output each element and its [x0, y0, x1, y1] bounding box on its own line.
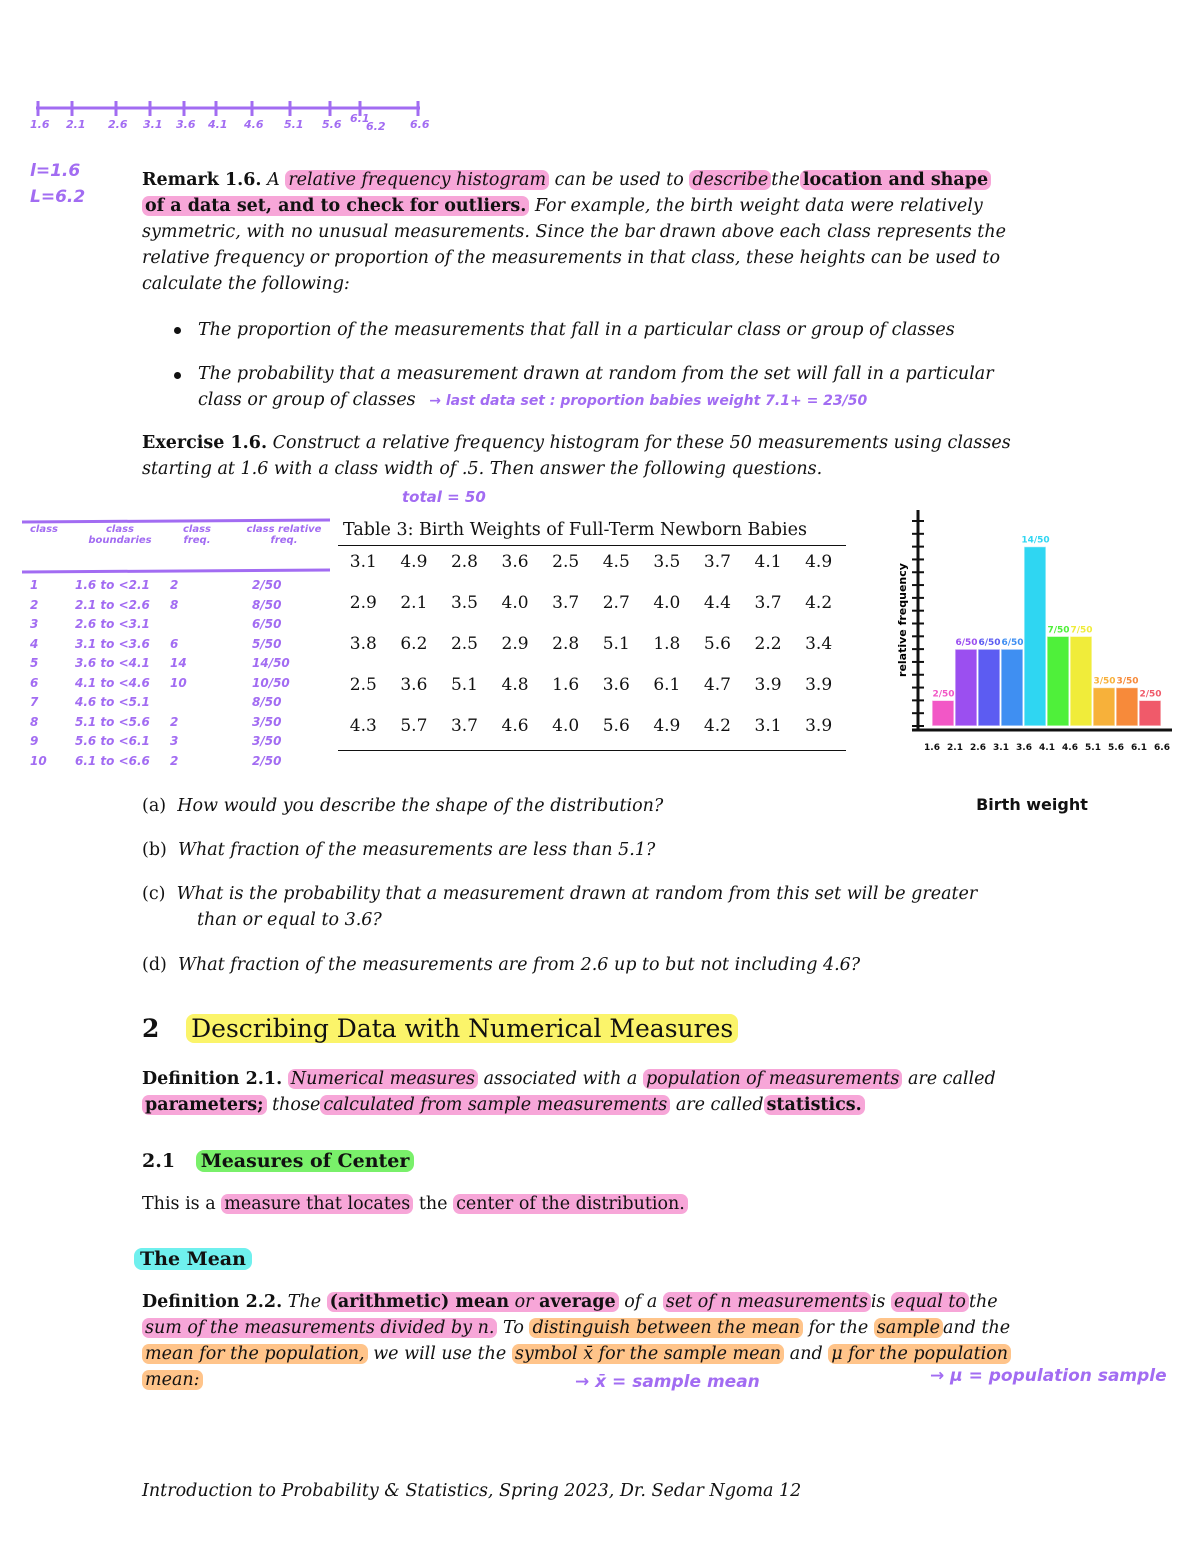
- highlight: equal to: [891, 1292, 969, 1312]
- highlight: location and shape: [800, 170, 991, 190]
- bar-data-label: 2/50: [932, 689, 955, 700]
- table-cell: 3.7: [450, 715, 478, 736]
- handwritten-frequency-table: [20, 518, 332, 780]
- highlight: mean for the population,: [142, 1344, 368, 1364]
- histogram-bar: [955, 649, 977, 726]
- table-cell: 4.2: [805, 592, 833, 613]
- center-definition: [142, 1191, 688, 1217]
- handwritten-note: → x̄ = sample mean: [575, 1372, 760, 1392]
- birth-table-caption: Table 3: Birth Weights of Full-Term Newborn Babies: [343, 520, 807, 540]
- table-cell: 3.7: [552, 592, 580, 613]
- freq-cell: 6.1 to <6.6: [75, 753, 150, 768]
- tick-label: 6.2: [366, 120, 386, 133]
- bar-data-label: 7/50: [1070, 625, 1093, 636]
- table-cell: 3.7: [754, 592, 782, 613]
- page-footer: Introduction to Probability & Statistics, Spring 2023, Dr. Sedar Ngoma 12: [142, 1481, 802, 1501]
- freq-cell: 5/50: [252, 636, 282, 651]
- highlight: Numerical measures: [288, 1069, 478, 1089]
- histogram-bar: [1024, 547, 1046, 726]
- table-cell: 5.1: [450, 674, 478, 695]
- table-cell: 1.6: [552, 674, 580, 695]
- text: For example, the birth weight data were relatively: [534, 196, 983, 216]
- x-tick-label: 1.6: [924, 743, 940, 753]
- table-cell: 4.7: [703, 674, 731, 695]
- freq-cell: 8: [30, 714, 39, 729]
- freq-cell: 3.1 to <3.6: [75, 636, 150, 651]
- histogram-bar: [932, 700, 954, 726]
- freq-cell: 2.6 to <3.1: [75, 617, 150, 631]
- freq-cell: 5.6 to <6.1: [75, 734, 150, 748]
- birth-table: [338, 541, 846, 746]
- bar-data-label: 6/50: [1001, 638, 1024, 649]
- bar-data-label: 6/50: [955, 638, 978, 649]
- freq-cell: 2: [170, 753, 179, 768]
- table-cell: 4.4: [703, 592, 731, 613]
- table-cell: 3.6: [400, 674, 428, 695]
- table-cell: 5.6: [703, 633, 731, 654]
- x-tick-label: 2.1: [947, 743, 963, 753]
- highlight: describe: [689, 170, 771, 190]
- handwritten-note: → last data set : proportion babies weight 7.1+ = 23/50: [429, 393, 868, 409]
- table-cell: 3.7: [703, 551, 731, 572]
- highlight: calculated from sample measurements: [320, 1095, 670, 1115]
- x-tick-label: 6.6: [1154, 743, 1170, 753]
- question-label: (a): [142, 796, 167, 816]
- y-axis-label: relative frequency: [896, 563, 909, 677]
- freq-cell: 5.1 to <5.6: [75, 714, 150, 729]
- question-text: What fraction of the measurements are less than 5.1?: [178, 840, 656, 860]
- freq-cell: 2.1 to <2.6: [75, 597, 150, 612]
- question-a: [142, 793, 663, 819]
- table-cell: 6.1: [653, 674, 681, 695]
- table-cell: 3.9: [754, 674, 782, 695]
- table-cell: 2.5: [349, 674, 377, 695]
- definition-2-1: [142, 1066, 1047, 1118]
- table-cell: 4.9: [400, 551, 428, 572]
- freq-cell: 8/50: [252, 597, 282, 612]
- x-tick-label: 3.6: [1016, 743, 1032, 753]
- freq-cell: 6: [30, 675, 39, 690]
- margin-note: [30, 158, 85, 210]
- freq-cell: 2: [170, 578, 179, 592]
- table-cell: 3.8: [349, 633, 377, 654]
- freq-cell: 1.6 to <2.1: [75, 578, 150, 592]
- freq-cell: 10: [30, 753, 47, 768]
- tick-label: 1.6: [30, 118, 50, 131]
- text: we will use the: [373, 1344, 507, 1364]
- x-tick-label: 4.1: [1039, 743, 1055, 753]
- text: A: [267, 170, 280, 190]
- table-cell: 5.6: [602, 715, 630, 736]
- histogram-bar: [1139, 700, 1161, 726]
- table-cell: 2.5: [450, 633, 478, 654]
- question-c: [142, 881, 977, 933]
- table-cell: 2.2: [754, 633, 782, 654]
- table-row: [338, 664, 844, 705]
- highlight: set of n measurements: [663, 1292, 871, 1312]
- highlight: sample: [874, 1318, 943, 1338]
- x-tick-label: 5.1: [1085, 743, 1101, 753]
- section-number: 2: [142, 1014, 160, 1043]
- freq-cell: 4.1 to <4.6: [75, 675, 150, 690]
- freq-cell: 3: [30, 617, 39, 631]
- highlight: sum of the measurements divided by n.: [142, 1318, 497, 1338]
- tick-label: 6.6: [410, 118, 430, 131]
- text: relative frequency or proportion of the measurements in that class, these heights can be used to: [142, 248, 1001, 268]
- histogram-bar: [1093, 688, 1115, 726]
- highlight: parameters;: [142, 1095, 267, 1115]
- table-cell: 4.2: [703, 715, 731, 736]
- bullet-icon: [174, 327, 181, 334]
- highlight: population of measurements: [643, 1069, 902, 1089]
- table-cell: 4.0: [552, 715, 580, 736]
- tick-label: 5.1: [284, 118, 304, 131]
- exercise-block: [142, 430, 1042, 482]
- x-tick-label: 5.6: [1108, 743, 1124, 753]
- highlight: relative frequency histogram: [285, 170, 549, 190]
- relative-frequency-histogram: [890, 500, 1180, 820]
- table-row: [338, 582, 844, 623]
- text: are called: [675, 1095, 764, 1115]
- highlight: or: [514, 1292, 534, 1312]
- text: of a: [624, 1292, 658, 1312]
- definition-label: Definition 2.1.: [142, 1069, 283, 1089]
- table-cell: 2.8: [450, 551, 478, 572]
- mean-heading: The Mean: [134, 1248, 252, 1270]
- freq-cell: 2/50: [252, 753, 282, 768]
- question-text: What fraction of the measurements are from 2.6 up to but not including 4.6?: [178, 955, 861, 975]
- freq-cell: 9: [30, 734, 39, 748]
- text: are called: [907, 1069, 996, 1089]
- text: To: [503, 1318, 524, 1338]
- freq-cell: 8: [170, 597, 179, 612]
- highlight: center of the distribution.: [453, 1194, 688, 1214]
- handwritten-total: total = 50: [402, 488, 486, 506]
- bar-data-label: 14/50: [1021, 535, 1050, 546]
- text: symmetric, with no unusual measurements. Since the bar drawn above each class represents the: [142, 222, 1006, 242]
- table-cell: 4.0: [653, 592, 681, 613]
- birth-weights-table: [338, 541, 844, 746]
- table-cell: 4.0: [501, 592, 529, 613]
- x-tick-label: 4.6: [1062, 743, 1078, 753]
- bar-data-label: 6/50: [978, 638, 1001, 649]
- table-cell: 3.6: [501, 551, 529, 572]
- table-cell: 2.9: [349, 592, 377, 613]
- table-cell: 3.9: [805, 715, 833, 736]
- table-cell: 1.8: [653, 633, 681, 654]
- margin-note-line: l=1.6: [30, 161, 81, 181]
- text: those: [272, 1095, 321, 1115]
- freq-header: class freq.: [182, 524, 211, 546]
- freq-cell: 1: [30, 578, 39, 592]
- freq-cell: 8/50: [252, 695, 282, 709]
- freq-cell: 3/50: [252, 734, 282, 748]
- subsection-title: Measures of Center: [196, 1150, 415, 1172]
- table-cell: 3.5: [450, 592, 478, 613]
- table-cell: 2.9: [501, 633, 529, 654]
- tick-label: 2.1: [66, 118, 86, 131]
- highlight: measure that locates: [221, 1194, 413, 1214]
- x-axis-label: Birth weight: [976, 795, 1088, 814]
- bar-data-label: 7/50: [1047, 625, 1070, 636]
- table-cell: 5.1: [602, 633, 630, 654]
- question-text: How would you describe the shape of the distribution?: [177, 796, 664, 816]
- freq-cell: 3.6 to <4.1: [75, 656, 150, 670]
- table-cell: 4.6: [501, 715, 529, 736]
- histogram-bar: [1070, 636, 1092, 726]
- histogram-bar: [1047, 636, 1069, 726]
- bar-data-label: 3/50: [1093, 676, 1116, 687]
- tick-label: 3.6: [176, 118, 196, 131]
- table-cell: 2.5: [552, 551, 580, 572]
- freq-cell: 10/50: [252, 675, 290, 690]
- bullet-item: The proportion of the measurements that fall in a particular class or group of classes: [198, 320, 955, 340]
- text: associated with a: [483, 1069, 638, 1089]
- text: can be used to: [554, 170, 684, 190]
- histogram-bar: [1001, 649, 1023, 726]
- table-cell: 3.1: [754, 715, 782, 736]
- highlight: of a data set, and to check for outliers.: [142, 196, 529, 216]
- question-b: [142, 837, 655, 863]
- freq-header: class relative freq.: [246, 524, 322, 546]
- text: and: [789, 1344, 823, 1364]
- text: Construct a relative frequency histogram for these 50 measurements using classes: [272, 433, 1011, 453]
- text: class or group of classes: [198, 390, 416, 410]
- tick-label: 5.6: [322, 118, 342, 131]
- table-cell: 2.7: [602, 592, 630, 613]
- freq-cell: 2: [30, 597, 39, 612]
- highlight: (arithmetic) mean: [329, 1292, 510, 1312]
- table-cell: 4.9: [653, 715, 681, 736]
- freq-cell: 2: [170, 714, 179, 729]
- table-row: [338, 623, 844, 664]
- text: This is a: [142, 1194, 216, 1214]
- remark-block: [142, 167, 1042, 297]
- freq-cell: 10: [170, 675, 187, 690]
- tick-label: 4.1: [208, 118, 228, 131]
- histogram-bar: [978, 649, 1000, 726]
- remark-label: Remark 1.6.: [142, 170, 262, 190]
- table-cell: 2.1: [400, 592, 428, 613]
- freq-cell: 5: [30, 656, 39, 670]
- handwritten-note: → μ = population sample: [930, 1366, 1167, 1386]
- birth-table-rule-bottom: [338, 750, 846, 751]
- table-cell: 4.9: [805, 551, 833, 572]
- table-cell: 4.1: [754, 551, 782, 572]
- table-cell: 2.8: [552, 633, 580, 654]
- text: is: [870, 1292, 886, 1312]
- definition-label: Definition 2.2.: [142, 1292, 283, 1312]
- question-label: (d): [142, 955, 167, 975]
- table-cell: 3.5: [653, 551, 681, 572]
- table-cell: 4.8: [501, 674, 529, 695]
- table-cell: 3.1: [349, 551, 377, 572]
- question-d: [142, 952, 860, 978]
- freq-cell: 3: [170, 734, 179, 748]
- freq-header: class: [30, 524, 59, 535]
- margin-note-line: L=6.2: [30, 187, 86, 207]
- question-label: (b): [142, 840, 167, 860]
- x-tick-label: 3.1: [993, 743, 1009, 753]
- bar-data-label: 3/50: [1116, 676, 1139, 687]
- freq-cell: 3/50: [252, 714, 282, 729]
- table-cell: 4.5: [602, 551, 630, 572]
- freq-cell: 14: [170, 656, 187, 670]
- section-heading: [142, 1014, 738, 1043]
- text: starting at 1.6 with a class width of .5. Then answer the following questions.: [142, 459, 823, 479]
- table-cell: 6.2: [400, 633, 428, 654]
- table-cell: 3.4: [805, 633, 833, 654]
- freq-cell: 4.6 to <5.1: [75, 695, 150, 709]
- text: The: [287, 1292, 322, 1312]
- subsection-heading: [142, 1150, 414, 1172]
- freq-cell: 6: [170, 636, 179, 651]
- tick-label: 6.1: [350, 112, 370, 125]
- table-cell: 3.9: [805, 674, 833, 695]
- bar-data-label: 2/50: [1139, 689, 1162, 700]
- histogram-bar: [1116, 688, 1138, 726]
- tick-label: 4.6: [244, 118, 264, 131]
- freq-cell: 2/50: [252, 578, 282, 592]
- highlight: symbol x̄ for the sample mean: [512, 1344, 784, 1364]
- highlight: μ for the population: [828, 1344, 1011, 1364]
- freq-cell: 7: [30, 695, 39, 709]
- section-title: Describing Data with Numerical Measures: [186, 1014, 738, 1043]
- table-cell: 5.7: [400, 715, 428, 736]
- text: for the: [808, 1318, 869, 1338]
- x-tick-label: 6.1: [1131, 743, 1147, 753]
- text: the: [968, 1292, 998, 1312]
- tick-label: 2.6: [108, 118, 128, 131]
- exercise-label: Exercise 1.6.: [142, 433, 268, 453]
- text: the: [771, 170, 800, 190]
- text: the: [418, 1194, 448, 1214]
- table-row: [338, 541, 844, 582]
- bullet-icon: [174, 372, 181, 379]
- tick-label: 3.1: [143, 118, 163, 131]
- freq-header: class boundaries: [88, 524, 152, 546]
- highlight: average: [539, 1292, 616, 1312]
- highlight: statistics.: [764, 1095, 865, 1115]
- highlight: distinguish between the mean: [529, 1318, 803, 1338]
- highlight: mean:: [142, 1370, 203, 1390]
- question-text: than or equal to 3.6?: [197, 910, 382, 930]
- text: calculate the following:: [142, 274, 350, 294]
- freq-cell: 6/50: [252, 617, 282, 631]
- subsection-number: 2.1: [142, 1150, 176, 1172]
- freq-cell: 4: [30, 636, 39, 651]
- question-text: What is the probability that a measurement drawn at random from this set will be greater: [176, 884, 978, 904]
- text: and the: [942, 1318, 1011, 1338]
- table-cell: 3.6: [602, 674, 630, 695]
- bullet-item: [198, 361, 994, 414]
- text: The probability that a measurement drawn at random from the set will fall in a particular: [198, 364, 994, 384]
- table-row: [338, 705, 844, 746]
- freq-cell: 14/50: [252, 656, 290, 670]
- x-tick-label: 2.6: [970, 743, 986, 753]
- question-label: (c): [142, 884, 166, 904]
- table-cell: 4.3: [349, 715, 377, 736]
